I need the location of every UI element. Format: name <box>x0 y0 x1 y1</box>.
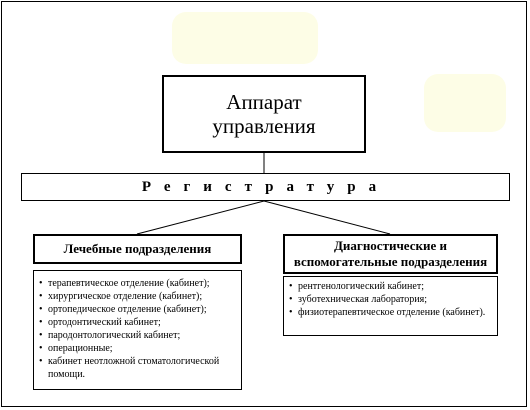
connector-registry-to-right <box>264 201 390 234</box>
list-item: • физиотерапевтическое отделение (кабинет). <box>288 306 493 319</box>
list-item: • ортодонтический кабинет; <box>38 316 238 329</box>
treatment-units-header <box>33 234 242 264</box>
treatment-units-list <box>38 277 238 381</box>
list-item: • кабинет неотложной стоматологической помощи. <box>38 355 238 381</box>
management-line-2: управления <box>212 114 316 138</box>
management-box <box>162 75 366 153</box>
list-item: • терапевтическое отделение (кабинет); <box>38 277 238 290</box>
treatment-units-list-box <box>33 270 242 390</box>
list-item: • пародонтологический кабинет; <box>38 329 238 342</box>
treatment-units-title: Лечебные подразделения <box>63 241 212 256</box>
list-item: • зуботехническая лаборатория; <box>288 293 493 306</box>
registry-box <box>21 173 510 201</box>
diagnostic-units-list <box>288 280 493 319</box>
list-item: • рентгенологический кабинет; <box>288 280 493 293</box>
list-item: • ортопедическое отделение (кабинет); <box>38 303 238 316</box>
diagnostic-units-list-box <box>283 276 498 336</box>
management-line-1: Аппарат <box>226 90 302 114</box>
diagnostic-units-header <box>283 234 498 274</box>
list-item: • операционные; <box>38 342 238 355</box>
list-item: • хирургическое отделение (кабинет); <box>38 290 238 303</box>
registry-label: Регистратура <box>141 178 390 195</box>
diagnostic-units-title-line-2: вспомогательные подразделения <box>293 254 488 269</box>
connector-registry-to-left <box>137 201 264 234</box>
diagnostic-units-title-line-1: Диагностические и <box>333 238 447 253</box>
